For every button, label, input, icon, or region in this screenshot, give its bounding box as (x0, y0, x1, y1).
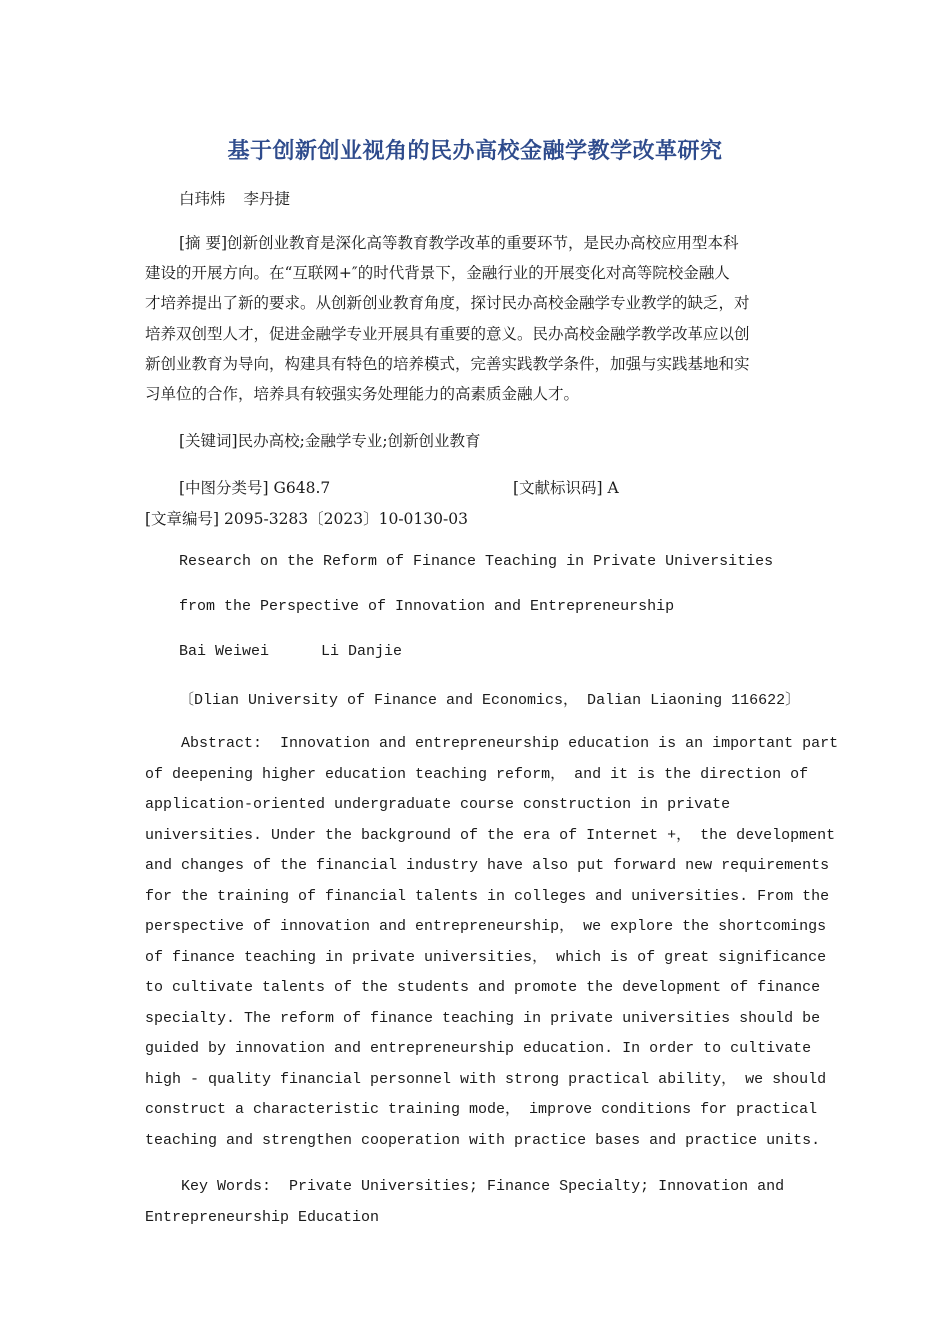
abstract-line: 培养双创型人才，促进金融学专业开展具有重要的意义。民办高校金融学教学改革应以创 (145, 324, 750, 343)
keywords-line: Entrepreneurship Education (145, 1208, 380, 1226)
abstract-line: Abstract: Innovation and entrepreneurship education is an important part (145, 735, 839, 752)
abstract-line: construct a characteristic training mode， improve conditions for practical (145, 1101, 818, 1118)
affiliation: 〔Dlian University of Finance and Economics， Dalian Liaoning 116622〕 (179, 692, 801, 709)
english-abstract (145, 729, 839, 1156)
author-list (179, 187, 290, 209)
abstract-line: and changes of the financial industry have also put forward new requirements (145, 857, 830, 874)
abstract-line: universities. Under the background of the era of Internet +， the development (145, 826, 836, 844)
chinese-abstract (145, 228, 805, 409)
article-title: 基于创新创业视角的民办高校金融学教学改革研究 (227, 139, 723, 164)
english-keywords (145, 1172, 805, 1233)
abstract-line: [摘 要]创新创业教育是深化高等教育教学改革的重要环节，是民办高校应用型本科 (179, 234, 739, 252)
abstract-line: of finance teaching in private universities， which is of great significance (145, 948, 827, 966)
english-title-line: from the Perspective of Innovation and Entrepreneurship (179, 598, 675, 615)
abstract-line: specialty. The reform of finance teaching in private universities should be (145, 1009, 821, 1027)
author-name: 白玮炜 (179, 190, 226, 208)
abstract-line: 习单位的合作，培养具有较强实务处理能力的高素质金融人才。 (145, 384, 580, 403)
chinese-keywords: [关键词]民办高校;金融学专业;创新创业教育 (179, 432, 481, 450)
abstract-line: for the training of financial talents in colleges and universities. From the (145, 887, 830, 905)
english-author-name: Li Danjie (321, 643, 403, 660)
english-title-line: Research on the Reform of Finance Teaching in Private Universities (179, 553, 774, 570)
abstract-line: 才培养提出了新的要求。从创新创业教育角度，探讨民办高校金融学专业教学的缺乏，对 (145, 294, 750, 313)
classification-number: [中图分类号] G648.7 (179, 479, 331, 497)
document-code: [文献标识码] A (513, 479, 619, 497)
abstract-line: guided by innovation and entrepreneurship education. In order to cultivate (145, 1040, 812, 1057)
article-number: [文章编号] 2095-3283〔2023〕10-0130-03 (145, 510, 468, 528)
author-name: 李丹捷 (243, 190, 291, 208)
abstract-line: 建设的开展方向。在“互联网+″的时代背景下，金融行业的开展变化对高等院校金融人 (145, 264, 730, 283)
abstract-line: of deepening higher education teaching reform， and it is the direction of (145, 765, 809, 783)
abstract-line: teaching and strengthen cooperation with practice bases and practice units. (145, 1131, 821, 1149)
english-author-name: Bai Weiwei (179, 643, 270, 660)
abstract-line: perspective of innovation and entrepreneurship， we explore the shortcomings (145, 918, 827, 935)
keywords-line: Key Words: Private Universities; Finance Specialty; Innovation and (145, 1178, 785, 1195)
abstract-line: application-oriented undergraduate course construction in private (145, 796, 731, 813)
abstract-line: to cultivate talents of the students and promote the development of finance (145, 979, 821, 996)
abstract-line: 新创业教育为导向，构建具有特色的培养模式，完善实践教学条件，加强与实践基地和实 (145, 354, 750, 373)
english-author-list (179, 643, 402, 660)
abstract-line: high - quality financial personnel with strong practical ability， we should (145, 1070, 827, 1088)
